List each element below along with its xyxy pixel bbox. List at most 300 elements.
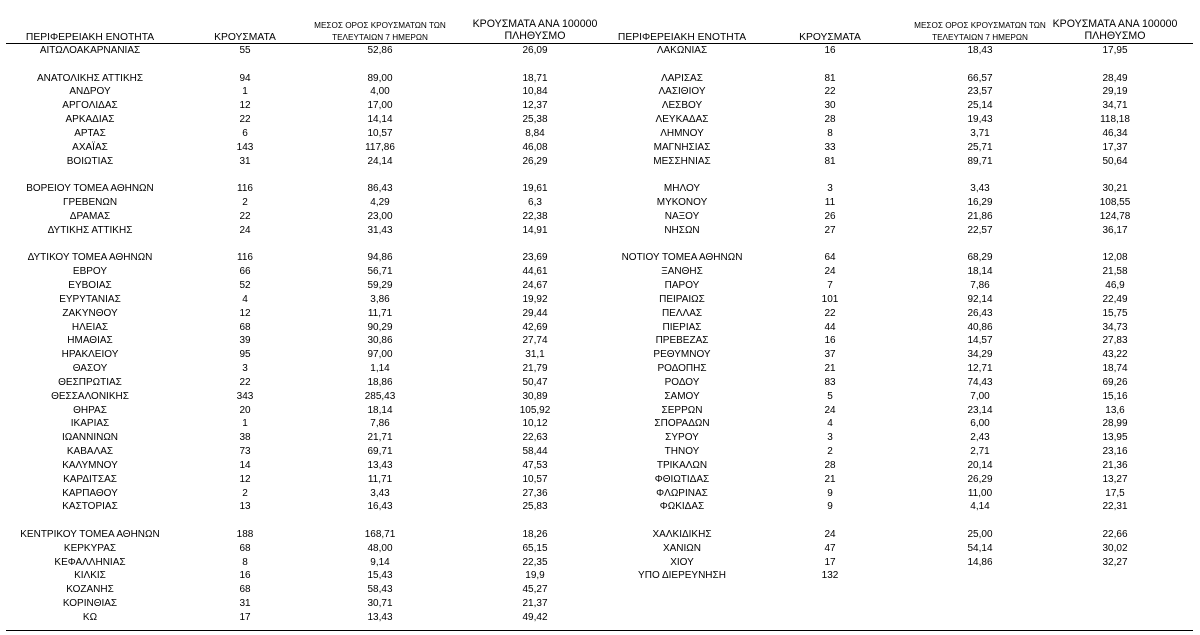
table-row: [0, 473, 1200, 487]
table-row: [0, 362, 1200, 376]
right-cases-cell: 7: [827, 280, 833, 292]
left-region-name-cell: ΖΑΚΥΝΘΟΥ: [62, 307, 118, 319]
right-header-avg: [900, 20, 1060, 44]
left-cases-cell: 22: [239, 210, 251, 222]
right-cases-cell: 24: [824, 528, 836, 540]
left-per-100k-cell: 18,26: [522, 528, 548, 540]
right-region-name-cell: ΛΑΣΙΘΙΟΥ: [658, 86, 706, 98]
table-row: [0, 487, 1200, 501]
right-region-name-cell: ΣΑΜΟΥ: [664, 390, 700, 402]
right-per-100k-cell: 46,9: [1105, 280, 1125, 292]
right-region-name-cell: ΛΑΡΙΣΑΣ: [661, 72, 703, 84]
right-cases-cell: 16: [824, 335, 836, 347]
right-avg-7day-cell: 18,43: [967, 45, 993, 56]
right-per-100k-cell: 108,55: [1099, 197, 1131, 209]
right-header-per100k: [1040, 18, 1190, 42]
left-region-name-cell: ΚΑΣΤΟΡΙΑΣ: [62, 501, 118, 513]
left-cases-cell: 20: [239, 404, 251, 416]
left-region-name-cell: ΑΧΑΪΑΣ: [72, 141, 108, 153]
table-row: [0, 459, 1200, 473]
left-per-100k-cell: 45,27: [522, 584, 548, 596]
right-cases-cell: 83: [824, 376, 836, 388]
left-per-100k-cell: 26,29: [522, 155, 548, 167]
left-cases-cell: 1: [242, 418, 248, 430]
left-per-100k-cell: 65,15: [522, 542, 548, 554]
right-cases-cell: 24: [824, 404, 836, 416]
left-avg-7day-cell: 9,14: [370, 556, 390, 568]
table-body: [0, 44, 1200, 625]
table-row: [0, 265, 1200, 279]
left-cases-cell: 95: [239, 349, 251, 361]
left-avg-7day-cell: 30,86: [367, 335, 393, 347]
left-region-name-cell: ΚΕΦΑΛΛΗΝΙΑΣ: [54, 556, 126, 568]
left-avg-7day-cell: 4,29: [370, 197, 390, 209]
left-region-name-cell: ΕΒΡΟΥ: [72, 266, 108, 278]
left-per-100k-cell: 25,38: [522, 114, 548, 126]
table-row: [0, 514, 1200, 528]
left-cases-cell: 188: [236, 528, 254, 540]
left-per-100k-cell: 22,38: [522, 210, 548, 222]
left-per-100k-cell: 21,37: [522, 598, 548, 610]
right-avg-7day-cell: 7,00: [970, 390, 990, 402]
left-region-name-cell: ΗΜΑΘΙΑΣ: [67, 335, 113, 347]
right-avg-7day-cell: 2,71: [970, 446, 990, 458]
left-cases-cell: 17: [239, 611, 251, 623]
left-header-per100k-line2: ΠΛΗΘΥΣΜΟ: [504, 30, 566, 42]
right-region-name-cell: ΜΗΛΟΥ: [663, 183, 701, 195]
left-avg-7day-cell: 56,71: [367, 266, 393, 278]
left-avg-7day-cell: 15,43: [367, 570, 393, 582]
right-avg-7day-cell: 54,14: [967, 542, 993, 554]
right-header-per100k-line1: ΚΡΟΥΣΜΑΤΑ ΑΝΑ 100000: [1052, 18, 1178, 30]
right-cases-cell: 81: [824, 72, 836, 84]
right-avg-7day-cell: 19,43: [967, 114, 993, 126]
left-region-name-cell: ΚΑΡΠΑΘΟΥ: [62, 487, 118, 499]
left-region-name-cell: ΚΟΖΑΝΗΣ: [66, 584, 114, 596]
left-cases-cell: 12: [239, 473, 251, 485]
left-cases-cell: 22: [239, 114, 251, 126]
table-row: [0, 307, 1200, 321]
right-region-name-cell: ΣΕΡΡΩΝ: [661, 404, 703, 416]
left-per-100k-cell: 10,84: [522, 86, 548, 98]
table-row: [0, 376, 1200, 390]
left-region-name-cell: ΑΡΚΑΔΙΑΣ: [65, 114, 115, 126]
right-region-name-cell: ΡΟΔΟΥ: [664, 376, 700, 388]
right-region-name-cell: ΞΑΝΘΗΣ: [661, 266, 703, 278]
table-row: [0, 182, 1200, 196]
left-region-name-cell: ΚΩ: [82, 611, 98, 623]
right-region-name-cell: ΦΘΙΩΤΙΔΑΣ: [654, 473, 710, 485]
right-cases-cell: 2: [827, 446, 833, 458]
left-per-100k-cell: 58,44: [522, 446, 548, 458]
right-per-100k-cell: 15,16: [1102, 390, 1128, 402]
left-avg-7day-cell: 31,43: [367, 224, 393, 236]
table-row: [0, 196, 1200, 210]
left-region-name-cell: ΕΥΒΟΙΑΣ: [68, 280, 112, 292]
right-region-name-cell: ΡΕΘΥΜΝΟΥ: [653, 349, 711, 361]
right-per-100k-cell: 36,17: [1102, 224, 1128, 236]
left-region-name-cell: ΘΕΣΠΡΩΤΙΑΣ: [58, 376, 122, 388]
left-avg-7day-cell: 23,00: [367, 210, 393, 222]
table-row: [0, 431, 1200, 445]
left-cases-cell: 1: [242, 86, 248, 98]
right-cases-cell: 5: [827, 390, 833, 402]
left-per-100k-cell: 19,92: [522, 293, 548, 305]
left-avg-7day-cell: 17,00: [367, 100, 393, 112]
left-region-name-cell: ΘΑΣΟΥ: [72, 363, 108, 375]
right-cases-cell: 3: [827, 183, 833, 195]
right-avg-7day-cell: 92,14: [967, 293, 993, 305]
right-region-name-cell: ΝΟΤΙΟΥ ΤΟΜΕΑ ΑΘΗΝΩΝ: [621, 252, 743, 264]
right-region-name-cell: ΦΩΚΙΔΑΣ: [659, 501, 705, 513]
left-region-name-cell: ΙΩΑΝΝΙΝΩΝ: [61, 432, 119, 444]
left-avg-7day-cell: 1,14: [370, 363, 390, 375]
left-region-name-cell: ΑΡΤΑΣ: [74, 127, 106, 139]
left-per-100k-cell: 22,35: [522, 556, 548, 568]
left-cases-cell: 12: [239, 100, 251, 112]
right-cases-cell: 11: [824, 197, 836, 209]
left-header-cases: ΚΡΟΥΣΜΑΤΑ: [214, 32, 276, 43]
right-avg-7day-cell: 12,71: [967, 363, 993, 375]
right-region-name-cell: ΠΑΡΟΥ: [664, 280, 700, 292]
right-cases-cell: 132: [821, 570, 839, 582]
right-cases-cell: 22: [824, 307, 836, 319]
right-cases-cell: 3: [827, 432, 833, 444]
right-per-100k-cell: 28,49: [1102, 72, 1128, 84]
left-per-100k-cell: 6,3: [528, 197, 542, 209]
left-per-100k-cell: 42,69: [522, 321, 548, 333]
left-region-name-cell: ΚΟΡΙΝΘΙΑΣ: [62, 598, 118, 610]
right-region-name-cell: ΝΗΣΩΝ: [664, 224, 700, 236]
right-per-100k-cell: 50,64: [1102, 155, 1128, 167]
left-cases-cell: 4: [242, 293, 248, 305]
left-region-name-cell: ΘΗΡΑΣ: [73, 404, 107, 416]
right-per-100k-cell: 15,75: [1102, 307, 1128, 319]
right-per-100k-cell: 21,36: [1102, 459, 1128, 471]
right-cases-cell: 44: [824, 321, 836, 333]
left-avg-7day-cell: 117,86: [365, 141, 395, 153]
left-region-name-cell: ΚΑΛΥΜΝΟΥ: [62, 459, 118, 471]
right-per-100k-cell: 13,27: [1102, 473, 1128, 485]
right-cases-cell: 64: [824, 252, 836, 264]
left-per-100k-cell: 44,61: [522, 266, 548, 278]
right-per-100k-cell: 17,95: [1102, 45, 1128, 56]
table-row: [0, 321, 1200, 335]
right-avg-7day-cell: 16,29: [967, 197, 993, 209]
left-region-name-cell: ΚΙΛΚΙΣ: [74, 570, 106, 582]
left-avg-7day-cell: 4,00: [370, 86, 390, 98]
left-per-100k-cell: 49,42: [522, 611, 548, 623]
table-row: [0, 113, 1200, 127]
right-cases-cell: 9: [827, 501, 833, 513]
left-cases-cell: 2: [242, 197, 248, 209]
left-per-100k-cell: 22,63: [522, 432, 548, 444]
right-per-100k-cell: 13,95: [1102, 432, 1128, 444]
left-cases-cell: 143: [236, 141, 254, 153]
right-cases-cell: 9: [827, 487, 833, 499]
right-region-name-cell: ΧΙΟΥ: [670, 556, 694, 568]
left-per-100k-cell: 19,9: [525, 570, 545, 582]
left-region-name-cell: ΗΡΑΚΛΕΙΟΥ: [61, 349, 119, 361]
right-per-100k-cell: 12,08: [1102, 252, 1128, 264]
table-row: [0, 348, 1200, 362]
left-cases-cell: 6: [242, 127, 248, 139]
right-region-name-cell: ΦΛΩΡΙΝΑΣ: [656, 487, 708, 499]
table-row: [0, 141, 1200, 155]
right-cases-cell: 22: [824, 86, 836, 98]
right-avg-7day-cell: 7,86: [970, 280, 990, 292]
right-region-name-cell: ΧΑΝΙΩΝ: [662, 542, 702, 554]
right-per-100k-cell: 23,16: [1102, 446, 1128, 458]
right-per-100k-cell: 27,83: [1102, 335, 1128, 347]
right-avg-7day-cell: 68,29: [967, 252, 993, 264]
right-header-region: ΠΕΡΙΦΕΡΕΙΑΚΗ ΕΝΟΤΗΤΑ: [617, 32, 747, 43]
right-cases-cell: 16: [824, 45, 836, 56]
table-row: [0, 85, 1200, 99]
right-avg-7day-cell: 4,14: [970, 501, 990, 513]
left-region-name-cell: ΚΑΡΔΙΤΣΑΣ: [63, 473, 117, 485]
table-row: [0, 390, 1200, 404]
left-avg-7day-cell: 97,00: [367, 349, 393, 361]
right-per-100k-cell: 46,34: [1102, 127, 1128, 139]
left-avg-7day-cell: 21,71: [367, 432, 393, 444]
left-per-100k-cell: 105,92: [519, 404, 551, 416]
right-avg-7day-cell: 66,57: [967, 72, 993, 84]
right-region-name-cell: ΠΡΕΒΕΖΑΣ: [655, 335, 709, 347]
left-avg-7day-cell: 48,00: [367, 542, 393, 554]
right-region-name-cell: ΝΑΞΟΥ: [664, 210, 700, 222]
right-region-name-cell: ΧΑΛΚΙΔΙΚΗΣ: [652, 528, 712, 540]
left-avg-7day-cell: 10,57: [367, 127, 393, 139]
left-cases-cell: 3: [242, 363, 248, 375]
table-row: [0, 72, 1200, 86]
right-per-100k-cell: 22,31: [1102, 501, 1128, 513]
right-per-100k-cell: 69,26: [1102, 376, 1128, 388]
left-cases-cell: 13: [239, 501, 251, 513]
left-header-avg-line1: ΜΕΣΟΣ ΟΡΟΣ ΚΡΟΥΣΜΑΤΩΝ ΤΩΝ: [314, 21, 446, 30]
left-avg-7day-cell: 14,14: [367, 114, 393, 126]
left-region-name-cell: ΓΡΕΒΕΝΩΝ: [62, 197, 118, 209]
right-per-100k-cell: 34,73: [1102, 321, 1128, 333]
left-cases-cell: 2: [242, 487, 248, 499]
right-per-100k-cell: 22,49: [1102, 293, 1128, 305]
right-cases-cell: 28: [824, 114, 836, 126]
right-per-100k-cell: 22,66: [1102, 528, 1128, 540]
right-cases-cell: 26: [824, 210, 836, 222]
left-cases-cell: 68: [239, 542, 251, 554]
left-cases-cell: 66: [239, 266, 251, 278]
right-cases-cell: 17: [824, 556, 836, 568]
left-avg-7day-cell: 24,14: [367, 155, 393, 167]
table-row: [0, 445, 1200, 459]
left-per-100k-cell: 27,74: [522, 335, 548, 347]
left-avg-7day-cell: 94,86: [367, 252, 393, 264]
left-cases-cell: 12: [239, 307, 251, 319]
right-per-100k-cell: 43,22: [1102, 349, 1128, 361]
left-cases-cell: 14: [239, 459, 251, 471]
right-region-name-cell: ΛΑΚΩΝΙΑΣ: [656, 45, 708, 56]
right-cases-cell: 28: [824, 459, 836, 471]
left-per-100k-cell: 23,69: [522, 252, 548, 264]
right-region-name-cell: ΤΡΙΚΑΛΩΝ: [656, 459, 708, 471]
right-avg-7day-cell: 6,00: [970, 418, 990, 430]
left-per-100k-cell: 8,84: [525, 127, 545, 139]
right-avg-7day-cell: 23,57: [967, 86, 993, 98]
left-cases-cell: 116: [237, 252, 253, 264]
table-row: [0, 44, 1200, 58]
right-avg-7day-cell: 26,43: [967, 307, 993, 319]
left-cases-cell: 68: [239, 321, 251, 333]
left-cases-cell: 39: [239, 335, 251, 347]
right-cases-cell: 37: [824, 349, 836, 361]
left-region-name-cell: ΑΝΑΤΟΛΙΚΗΣ ΑΤΤΙΚΗΣ: [36, 72, 144, 84]
left-avg-7day-cell: 89,00: [367, 72, 393, 84]
table-row: [0, 542, 1200, 556]
left-avg-7day-cell: 52,86: [367, 45, 393, 56]
right-region-name-cell: ΣΥΡΟΥ: [665, 432, 699, 444]
left-region-name-cell: ΔΥΤΙΚΟΥ ΤΟΜΕΑ ΑΘΗΝΩΝ: [27, 252, 153, 264]
left-avg-7day-cell: 90,29: [367, 321, 393, 333]
left-avg-7day-cell: 11,71: [367, 307, 393, 319]
right-region-name-cell: ΣΠΟΡΑΔΩΝ: [654, 418, 710, 430]
left-per-100k-cell: 12,37: [522, 100, 548, 112]
left-cases-cell: 73: [239, 446, 251, 458]
right-per-100k-cell: 30,21: [1102, 183, 1128, 195]
right-region-name-cell: ΠΙΕΡΙΑΣ: [662, 321, 702, 333]
left-header-region: ΠΕΡΙΦΕΡΕΙΑΚΗ ΕΝΟΤΗΤΑ: [25, 32, 155, 43]
left-region-name-cell: ΒΟΡΕΙΟΥ ΤΟΜΕΑ ΑΘΗΝΩΝ: [26, 183, 154, 195]
table-row: [0, 279, 1200, 293]
left-avg-7day-cell: 168,71: [364, 528, 396, 540]
right-avg-7day-cell: 3,43: [970, 183, 990, 195]
left-region-name-cell: ΑΙΤΩΛΟΑΚΑΡΝΑΝΙΑΣ: [39, 45, 141, 56]
left-region-name-cell: ΑΡΓΟΛΙΔΑΣ: [62, 100, 118, 112]
left-avg-7day-cell: 13,43: [367, 459, 393, 471]
right-per-100k-cell: 21,58: [1102, 266, 1128, 278]
table-row: [0, 293, 1200, 307]
right-cases-cell: 81: [824, 155, 836, 167]
right-cases-cell: 21: [824, 473, 836, 485]
right-region-name-cell: ΜΕΣΣΗΝΙΑΣ: [653, 155, 711, 167]
right-avg-7day-cell: 22,57: [967, 224, 993, 236]
right-cases-cell: 27: [824, 224, 836, 236]
table-row: [0, 404, 1200, 418]
left-avg-7day-cell: 3,43: [370, 487, 390, 499]
right-cases-cell: 8: [827, 127, 833, 139]
right-region-name-cell: ΤΗΝΟΥ: [664, 446, 700, 458]
table-row: [0, 556, 1200, 570]
right-avg-7day-cell: 26,29: [967, 473, 993, 485]
right-cases-cell: 4: [827, 418, 833, 430]
left-per-100k-cell: 10,57: [522, 473, 548, 485]
right-avg-7day-cell: 3,71: [970, 127, 990, 139]
left-region-name-cell: ΙΚΑΡΙΑΣ: [70, 418, 110, 430]
left-avg-7day-cell: 18,86: [367, 376, 393, 388]
left-cases-cell: 31: [239, 598, 251, 610]
right-avg-7day-cell: 89,71: [967, 155, 993, 167]
left-cases-cell: 24: [239, 224, 251, 236]
table-row: [0, 58, 1200, 72]
left-avg-7day-cell: 69,71: [367, 446, 393, 458]
left-region-name-cell: ΚΕΡΚΥΡΑΣ: [63, 542, 117, 554]
left-cases-cell: 116: [237, 183, 253, 195]
left-per-100k-cell: 30,89: [522, 390, 548, 402]
right-avg-7day-cell: 25,00: [967, 528, 993, 540]
left-avg-7day-cell: 16,43: [367, 501, 393, 513]
left-header-avg: [300, 20, 460, 44]
left-per-100k-cell: 46,08: [522, 141, 548, 153]
left-region-name-cell: ΔΥΤΙΚΗΣ ΑΤΤΙΚΗΣ: [47, 224, 133, 236]
left-per-100k-cell: 26,09: [522, 45, 548, 56]
right-cases-cell: 47: [824, 542, 836, 554]
right-avg-7day-cell: 40,86: [967, 321, 993, 333]
left-cases-cell: 52: [239, 280, 251, 292]
right-avg-7day-cell: 11,00: [967, 487, 993, 499]
left-avg-7day-cell: 59,29: [367, 280, 393, 292]
left-per-100k-cell: 31,1: [525, 349, 545, 361]
right-region-name-cell: ΛΕΥΚΑΔΑΣ: [655, 114, 709, 126]
left-avg-7day-cell: 30,71: [367, 598, 393, 610]
left-header-per100k-line1: ΚΡΟΥΣΜΑΤΑ ΑΝΑ 100000: [472, 18, 598, 30]
right-avg-7day-cell: 25,71: [967, 141, 993, 153]
right-region-name-cell: ΛΕΣΒΟΥ: [661, 100, 703, 112]
left-cases-cell: 16: [239, 570, 251, 582]
left-per-100k-cell: 47,53: [522, 459, 548, 471]
table-row: [0, 500, 1200, 514]
right-avg-7day-cell: 14,57: [967, 335, 993, 347]
right-per-100k-cell: 118,18: [1100, 114, 1130, 126]
left-per-100k-cell: 27,36: [522, 487, 548, 499]
right-region-name-cell: ΥΠΟ ΔΙΕΡΕΥΝΗΣΗ: [638, 570, 726, 582]
left-avg-7day-cell: 7,86: [370, 418, 390, 430]
left-cases-cell: 94: [239, 72, 251, 84]
table-row: [0, 569, 1200, 583]
right-region-name-cell: ΛΗΜΝΟΥ: [660, 127, 704, 139]
left-region-name-cell: ΚΕΝΤΡΙΚΟΥ ΤΟΜΕΑ ΑΘΗΝΩΝ: [20, 528, 160, 540]
left-per-100k-cell: 10,12: [522, 418, 548, 430]
left-per-100k-cell: 25,83: [522, 501, 548, 513]
left-region-name-cell: ΕΥΡΥΤΑΝΙΑΣ: [59, 293, 121, 305]
left-avg-7day-cell: 3,86: [370, 293, 390, 305]
table-row: [0, 155, 1200, 169]
table-row: [0, 168, 1200, 182]
table-row: [0, 238, 1200, 252]
right-region-name-cell: ΜΑΓΝΗΣΙΑΣ: [653, 141, 711, 153]
right-region-name-cell: ΠΕΙΡΑΙΩΣ: [659, 293, 705, 305]
right-header-cases: ΚΡΟΥΣΜΑΤΑ: [799, 32, 861, 43]
left-per-100k-cell: 14,91: [522, 224, 548, 236]
left-cases-cell: 38: [239, 432, 251, 444]
right-avg-7day-cell: 20,14: [967, 459, 993, 471]
right-avg-7day-cell: 14,86: [967, 556, 993, 568]
right-avg-7day-cell: 74,43: [967, 376, 993, 388]
right-per-100k-cell: 30,02: [1102, 542, 1128, 554]
right-per-100k-cell: 34,71: [1102, 100, 1128, 112]
left-region-name-cell: ΒΟΙΩΤΙΑΣ: [66, 155, 114, 167]
right-cases-cell: 21: [824, 363, 836, 375]
right-header-avg-line1: ΜΕΣΟΣ ΟΡΟΣ ΚΡΟΥΣΜΑΤΩΝ ΤΩΝ: [914, 21, 1046, 30]
left-cases-cell: 55: [239, 45, 251, 56]
table-row: [0, 127, 1200, 141]
left-region-name-cell: ΑΝΔΡΟΥ: [69, 86, 111, 98]
left-avg-7day-cell: 58,43: [367, 584, 393, 596]
left-cases-cell: 68: [239, 584, 251, 596]
right-per-100k-cell: 29,19: [1102, 86, 1128, 98]
right-per-100k-cell: 124,78: [1099, 210, 1131, 222]
table-row: [0, 99, 1200, 113]
left-avg-7day-cell: 18,14: [367, 404, 393, 416]
right-avg-7day-cell: 18,14: [967, 266, 993, 278]
